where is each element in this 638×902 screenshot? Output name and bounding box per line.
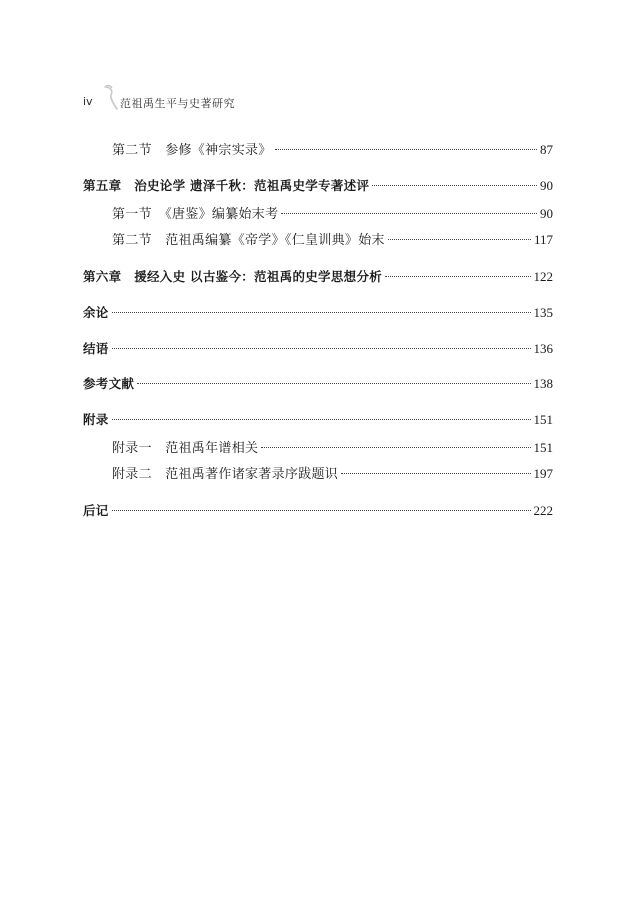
dot-leader (372, 185, 537, 186)
toc-chapter[interactable] (83, 339, 553, 359)
toc-entry-page: 90 (540, 206, 553, 221)
toc-entry[interactable] (112, 438, 553, 458)
dot-leader (112, 312, 531, 313)
running-header (83, 93, 383, 113)
toc-entry-label: 附录 (83, 412, 109, 427)
toc-entry-label: 后记 (83, 503, 109, 518)
toc-entry-page: 87 (540, 142, 553, 157)
toc-chapter[interactable] (83, 501, 553, 521)
toc-entry-page: 90 (540, 178, 553, 193)
dot-leader (112, 348, 531, 349)
toc-entry[interactable] (112, 204, 553, 224)
page-number: iv (83, 95, 93, 108)
toc-entry-page: 117 (533, 232, 553, 247)
toc-entry-page: 136 (533, 341, 553, 356)
toc-entry-page: 222 (533, 503, 553, 518)
toc-entry-label: 第一节 《唐鉴》编纂始末考 (112, 207, 279, 222)
toc-chapter[interactable] (83, 176, 553, 196)
toc-chapter[interactable] (83, 267, 553, 287)
dot-leader (275, 149, 537, 150)
dot-leader (137, 383, 530, 384)
toc-entry-label: 第二节 参修《神宗实录》 (112, 143, 272, 158)
toc-entry-page: 122 (533, 269, 553, 284)
toc-entry-label: 结语 (83, 341, 109, 356)
dot-leader (261, 447, 530, 448)
toc-chapter[interactable] (83, 374, 553, 394)
book-title: 范祖禹生平与史著研究 (120, 97, 235, 110)
toc-entry[interactable] (112, 230, 553, 250)
toc-entry-label: 余论 (83, 305, 109, 320)
dot-leader (341, 473, 530, 474)
dot-leader (388, 239, 531, 240)
toc-entry-label: 第六章 援经入史 以古鉴今：范祖禹的史学思想分析 (83, 269, 383, 284)
toc-entry-label: 参考文献 (83, 376, 135, 391)
toc-entry[interactable] (112, 464, 553, 484)
toc-chapter[interactable] (83, 303, 553, 323)
toc-entry-page: 135 (533, 305, 553, 320)
toc-entry-label: 附录一 范祖禹年谱相关 (112, 441, 259, 456)
dot-leader (112, 510, 531, 511)
toc-entry-page: 151 (533, 412, 553, 427)
toc-entry-page: 151 (533, 440, 553, 455)
dot-leader (385, 276, 530, 277)
toc-entry-page: 197 (533, 466, 553, 481)
dot-leader (112, 419, 531, 420)
toc-entry[interactable] (112, 140, 553, 160)
toc-chapter[interactable] (83, 410, 553, 430)
toc-entry-label: 第五章 治史论学 遗泽千秋：范祖禹史学专著述评 (83, 178, 370, 193)
toc-entry-label: 附录二 范祖禹著作诸家著录序跋题识 (112, 467, 339, 482)
toc-entry-label: 第二节 范祖禹编纂《帝学》《仁皇训典》始末 (112, 233, 385, 248)
toc-entry-page: 138 (533, 376, 553, 391)
dot-leader (281, 213, 537, 214)
